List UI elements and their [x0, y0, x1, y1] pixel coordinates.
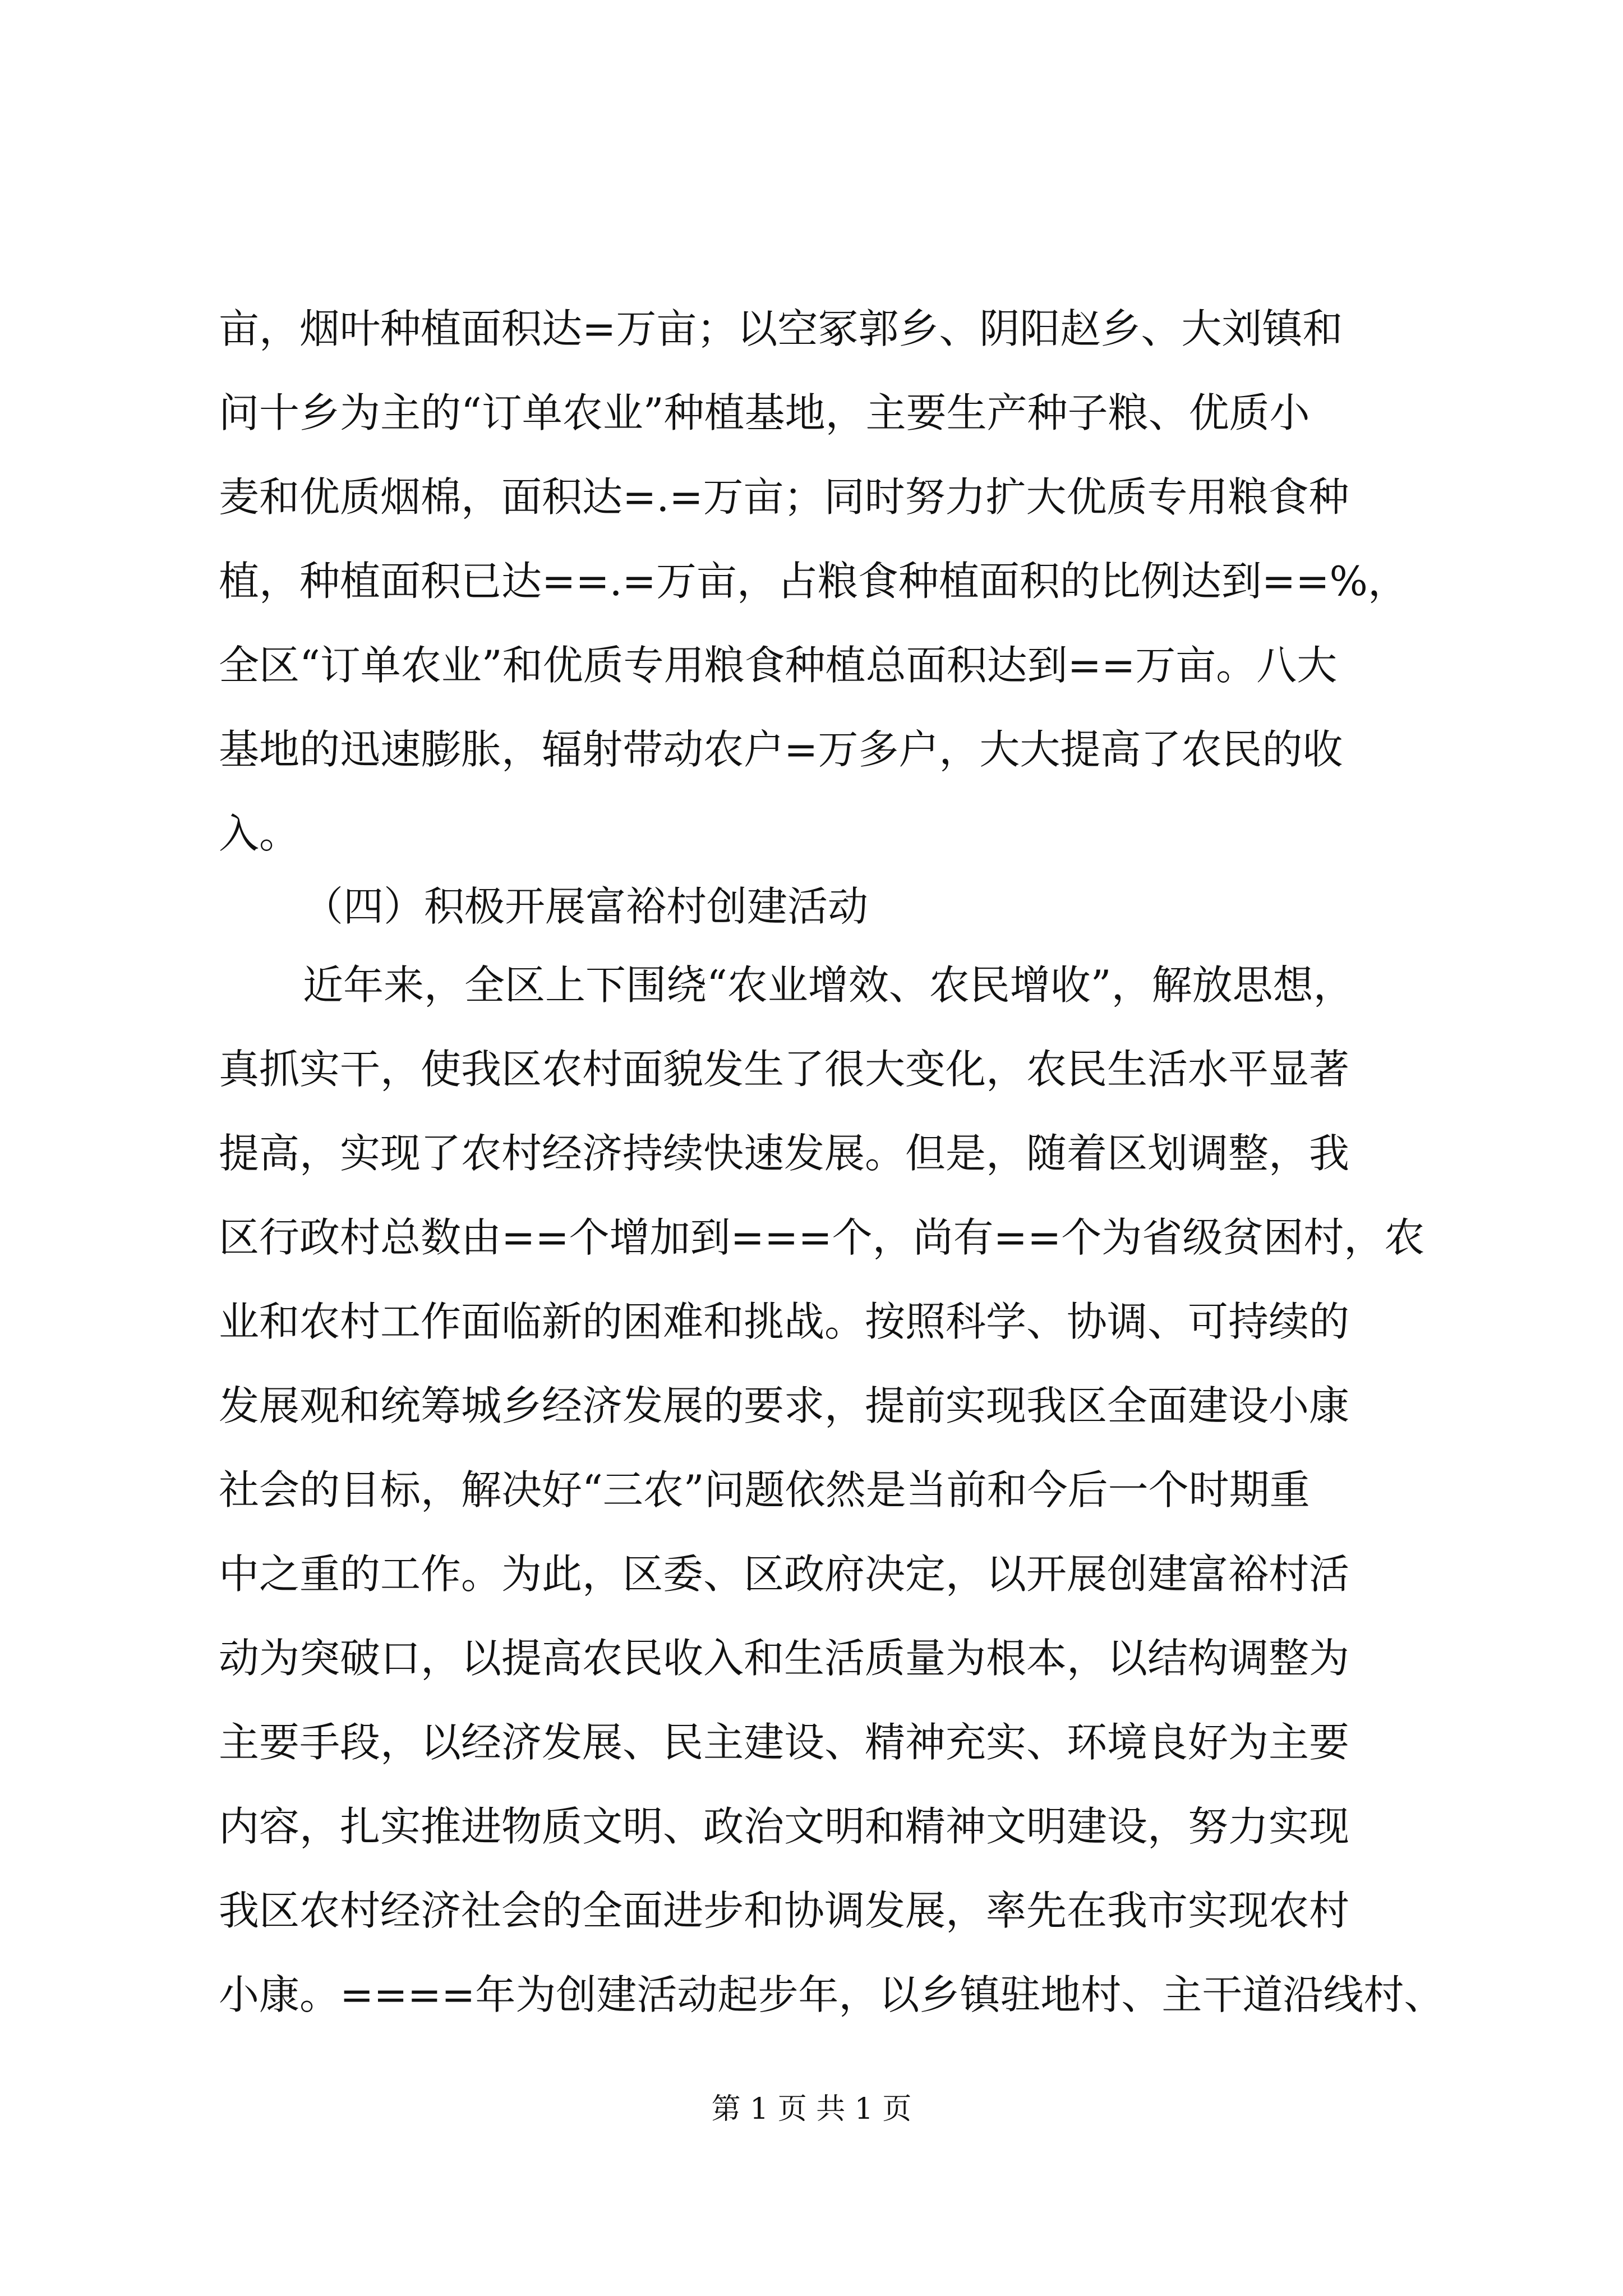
- body-line: 植，种植面积已达==.=万亩，占粮食种植面积的比例达到==%，: [219, 558, 1408, 605]
- body-line: 内容，扎实推进物质文明、政治文明和精神文明建设，努力实现: [219, 1803, 1350, 1850]
- body-line: 区行政村总数由==个增加到===个，尚有==个为省级贫困村，农: [219, 1214, 1425, 1261]
- body-line: 业和农村工作面临新的困难和挑战。按照科学、协调、可持续的: [219, 1298, 1350, 1345]
- body-line: 近年来，全区上下围绕“农业增效、农民增收”，解放思想，: [303, 961, 1354, 1009]
- body-line: 入。: [219, 810, 300, 857]
- body-line: 全区“订单农业”和优质专用粮食种植总面积达到==万亩。八大: [219, 642, 1338, 689]
- body-line: 基地的迅速膨胀，辐射带动农户=万多户，大大提高了农民的收: [219, 726, 1343, 773]
- body-line: 真抓实干，使我区农村面貌发生了很大变化，农民生活水平显著: [219, 1046, 1350, 1093]
- section-heading: （四）积极开展富裕村创建活动: [303, 883, 869, 930]
- body-line: 发展观和统筹城乡经济发展的要求，提前实现我区全面建设小康: [219, 1382, 1350, 1429]
- body-line: 问十乡为主的“订单农业”种植基地，主要生产种子粮、优质小: [219, 389, 1310, 436]
- body-line: 小康。====年为创建活动起步年，以乡镇驻地村、主干道沿线村、: [219, 1971, 1445, 2018]
- page-number-footer: 第 1 页 共 1 页: [711, 2092, 912, 2126]
- body-line: 我区农村经济社会的全面进步和协调发展，率先在我市实现农村: [219, 1887, 1350, 1934]
- body-line: 麦和优质烟棉，面积达=.=万亩；同时努力扩大优质专用粮食种: [219, 473, 1349, 521]
- body-line: 亩，烟叶种植面积达=万亩；以空冢郭乡、阴阳赵乡、大刘镇和: [219, 305, 1343, 352]
- body-line: 主要手段，以经济发展、民主建设、精神充实、环境良好为主要: [219, 1719, 1350, 1766]
- body-line: 提高，实现了农村经济持续快速发展。但是，随着区划调整，我: [219, 1130, 1350, 1177]
- body-line: 动为突破口，以提高农民收入和生活质量为根本，以结构调整为: [219, 1635, 1350, 1682]
- body-line: 社会的目标，解决好“三农”问题依然是当前和今后一个时期重: [219, 1466, 1310, 1513]
- body-line: 中之重的工作。为此，区委、区政府决定，以开展创建富裕村活: [219, 1550, 1350, 1598]
